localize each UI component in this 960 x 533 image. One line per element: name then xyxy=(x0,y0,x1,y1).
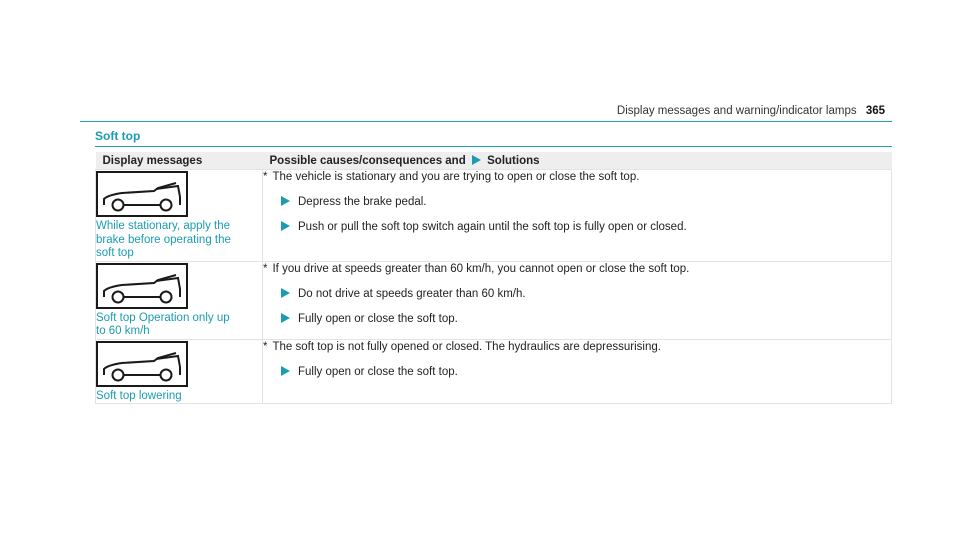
display-message-text: While stationary, apply the brake before operating the soft top xyxy=(96,220,231,259)
page-number: 365 xyxy=(865,105,885,117)
causes-solutions-cell xyxy=(263,170,892,262)
solution-step-text: Fully open or close the soft top. xyxy=(298,312,458,325)
running-head-title: Display messages and warning/indicator lamps xyxy=(616,105,857,117)
action-arrow-icon xyxy=(281,288,290,298)
convertible-soft-top-icon xyxy=(96,263,188,309)
message-cell xyxy=(96,170,263,262)
table-row xyxy=(96,170,892,262)
message-cell xyxy=(96,339,263,404)
solution-step xyxy=(263,365,891,379)
causes-solutions-cell xyxy=(263,261,892,339)
solution-step-text: Depress the brake pedal. xyxy=(298,196,427,208)
convertible-soft-top-icon xyxy=(96,341,188,387)
cause-description: If you drive at speeds greater than 60 km/h, you cannot open or close the soft top. xyxy=(272,262,690,275)
action-arrow-icon xyxy=(281,366,290,376)
row-spacer xyxy=(263,379,891,397)
cause-text xyxy=(263,340,891,354)
section-rule xyxy=(95,146,892,147)
header-rule xyxy=(80,121,892,122)
message-cell xyxy=(96,261,263,339)
solution-step xyxy=(263,195,891,209)
column-header-solutions: Solutions xyxy=(487,154,540,167)
display-messages-table xyxy=(95,152,892,404)
display-message-text: Soft top lowering xyxy=(96,389,182,402)
solution-step xyxy=(263,220,891,234)
solution-step xyxy=(263,312,891,326)
action-arrow-icon xyxy=(472,155,481,165)
column-header-display-messages: Display messages xyxy=(96,152,263,170)
cause-text xyxy=(263,262,891,276)
cause-text xyxy=(263,170,891,184)
table-row xyxy=(96,339,892,404)
column-header-causes-solutions xyxy=(263,152,892,170)
solution-step-text: Do not drive at speeds greater than 60 km/h. xyxy=(298,287,526,300)
action-arrow-icon xyxy=(281,196,290,206)
display-message-text: Soft top Operation only up to 60 km/h xyxy=(96,311,230,337)
asterisk-marker: * xyxy=(263,262,268,275)
table-header-row xyxy=(96,152,892,170)
causes-solutions-cell xyxy=(263,339,892,404)
table-row xyxy=(96,261,892,339)
convertible-soft-top-icon xyxy=(96,171,188,217)
solution-step xyxy=(263,287,891,301)
cause-description: The soft top is not fully opened or closed. The hydraulics are depressurising. xyxy=(272,340,661,353)
asterisk-marker: * xyxy=(263,171,268,183)
solution-step-text: Push or pull the soft top switch again until the soft top is fully open or closed. xyxy=(298,221,687,233)
running-head xyxy=(617,105,885,117)
solution-step-text: Fully open or close the soft top. xyxy=(298,365,458,378)
action-arrow-icon xyxy=(281,313,290,323)
asterisk-marker: * xyxy=(263,340,268,353)
column-header-causes: Possible causes/consequences and xyxy=(269,154,466,167)
cause-description: The vehicle is stationary and you are trying to open or close the soft top. xyxy=(272,171,640,183)
action-arrow-icon xyxy=(281,221,290,231)
section-title: Soft top xyxy=(95,129,141,143)
